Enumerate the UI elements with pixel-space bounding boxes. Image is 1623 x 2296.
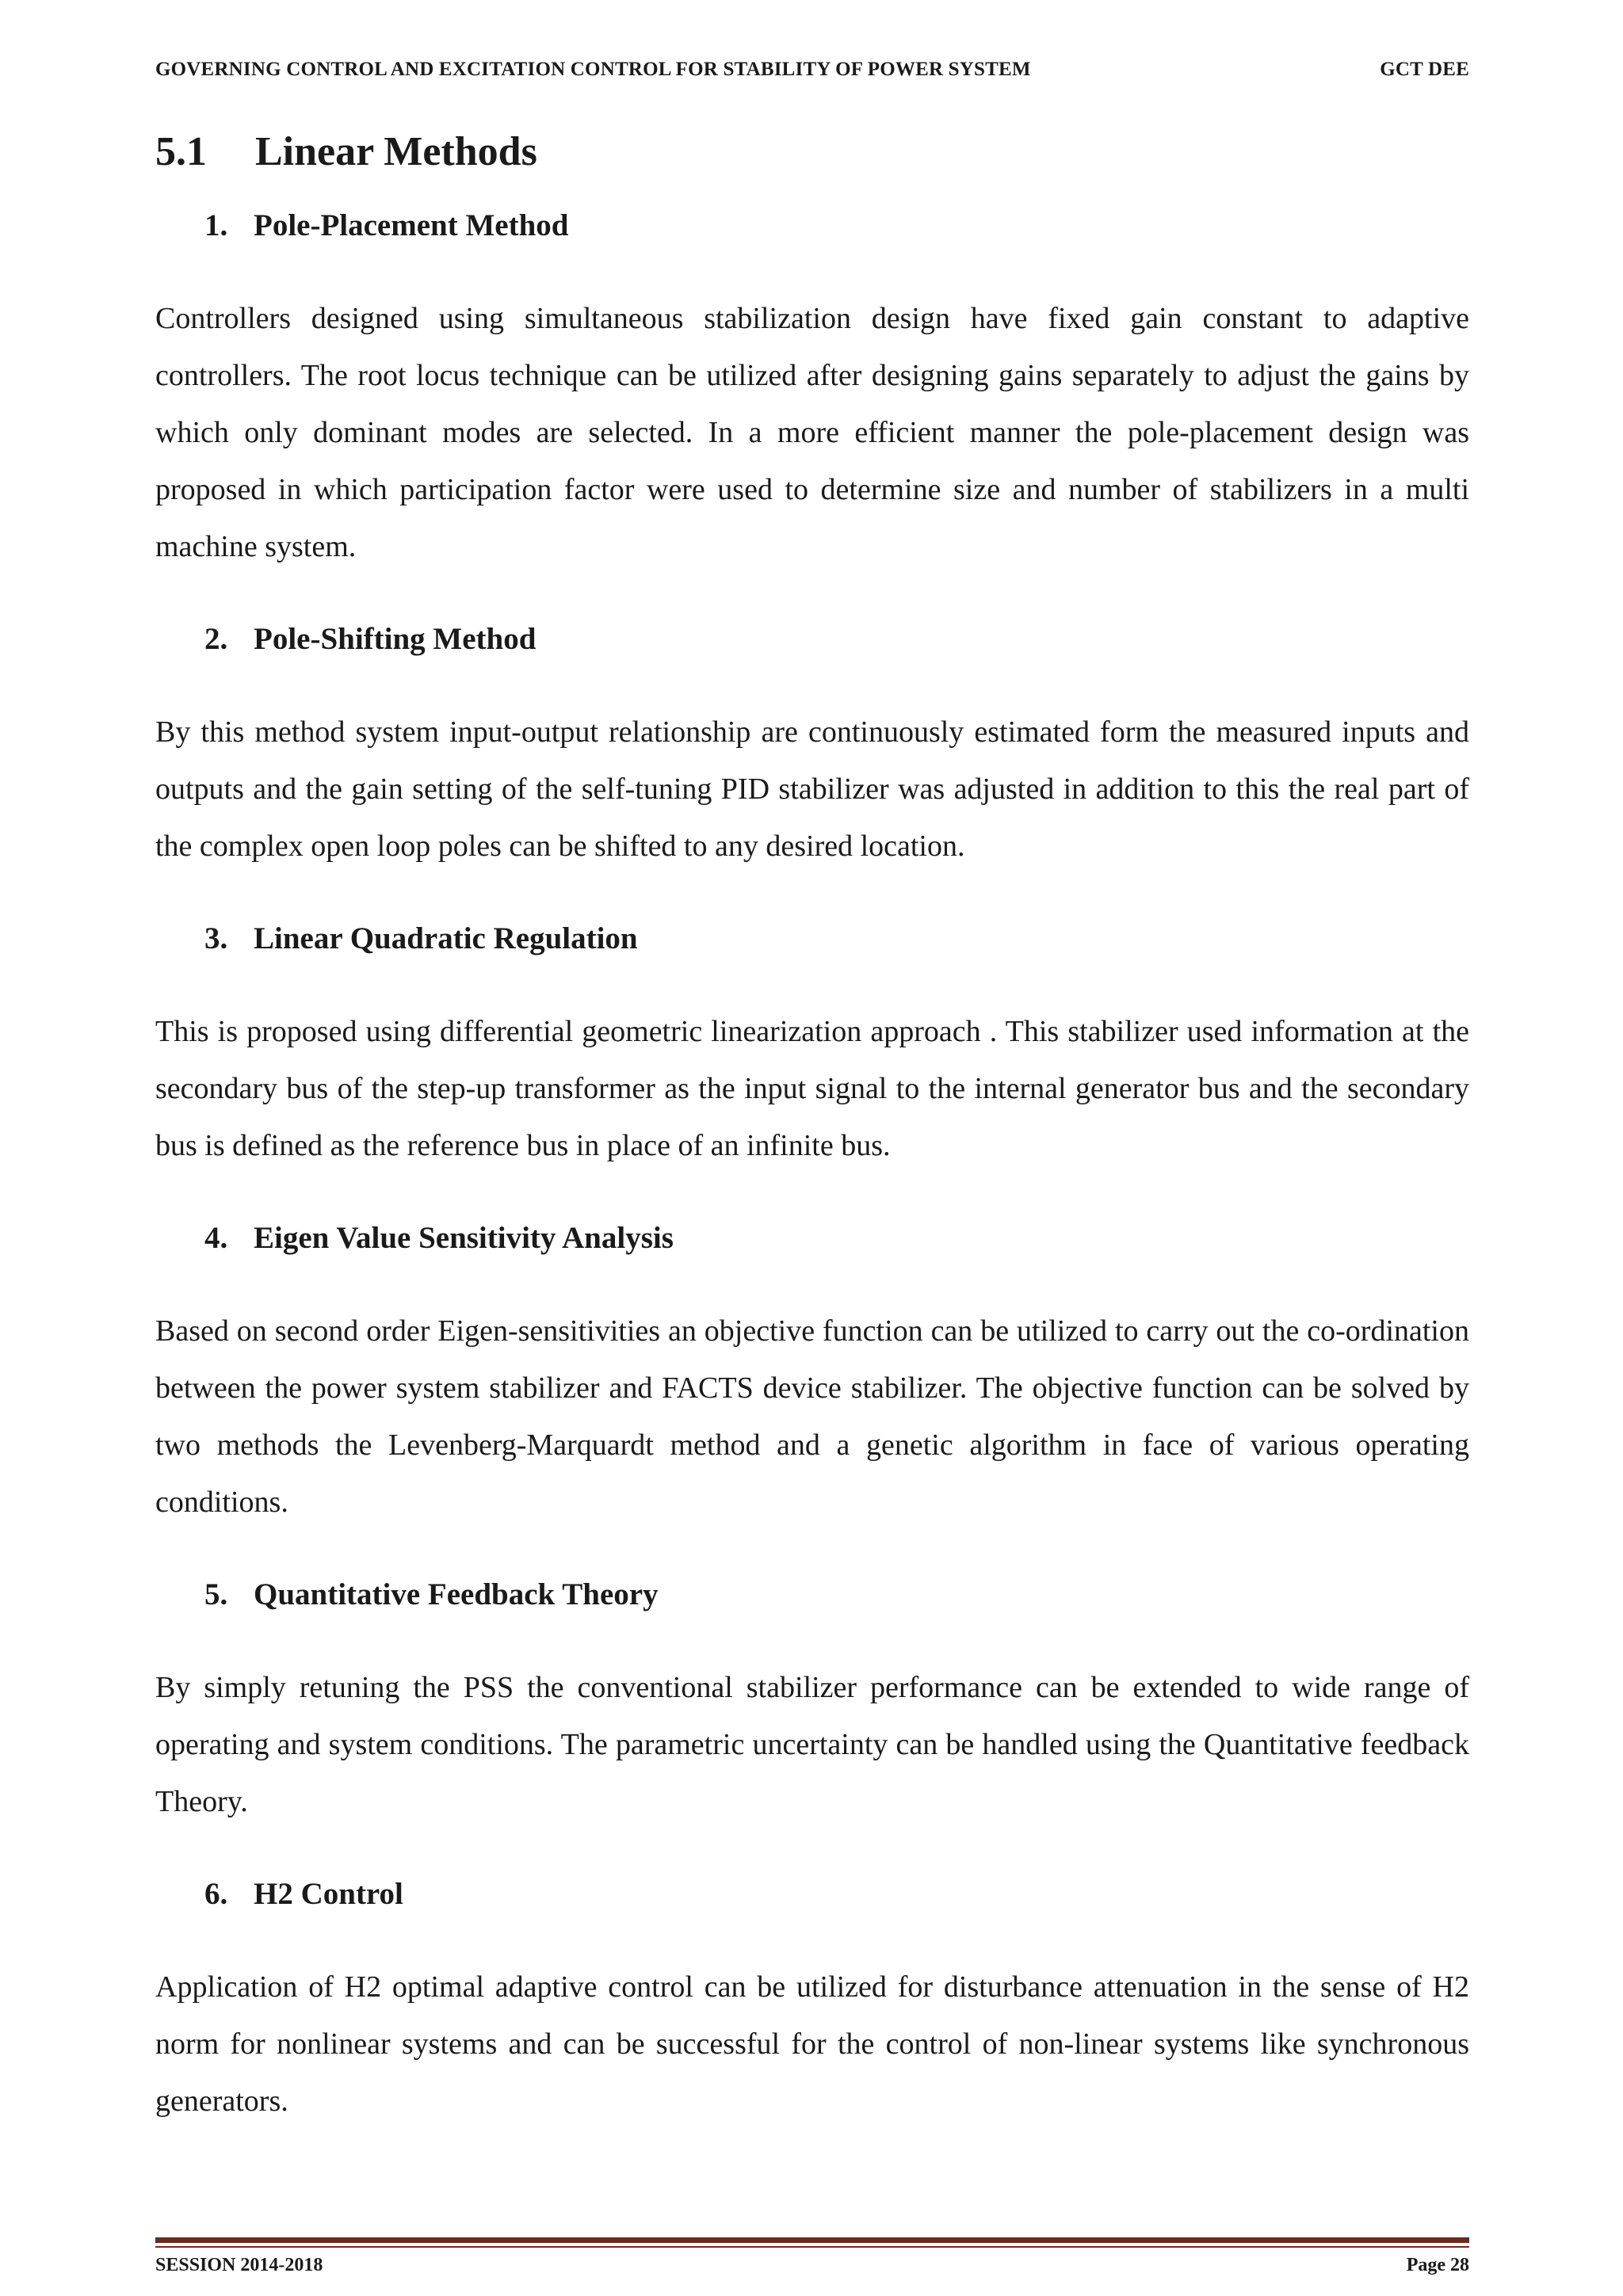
footer-session: SESSION 2014-2018 [155, 2255, 323, 2275]
subsection-paragraph: Based on second order Eigen-sensitivities an objective function can be utilized to carry out the co-ordination between the power system stabilizer and FACTS device stabilizer. The objective function can be solved by two methods the Levenberg-Marquardt method and a genetic algorithm in face of various operating conditions. [155, 1314, 1469, 1519]
subsection-heading [204, 916, 1469, 962]
subsection-title: Pole-Shifting Method [254, 622, 537, 656]
subsection [155, 1572, 1469, 1830]
subsection-number: 4. [204, 1221, 228, 1255]
page-header [155, 59, 1469, 81]
header-dept: GCT DEE [1380, 59, 1469, 80]
section-number: 5.1 [155, 129, 207, 174]
subsection-paragraph: By simply retuning the PSS the conventional stabilizer performance can be extended to wide range of operating and system conditions. The parametric uncertainty can be handled using the Quantitative feedback Theory. [155, 1671, 1469, 1818]
section-title [155, 128, 537, 175]
footer-page-number: Page 28 [1406, 2255, 1469, 2275]
subsection-title: Pole-Placement Method [254, 208, 569, 242]
footer-divider-thin [155, 2246, 1469, 2248]
subsection-title: Quantitative Feedback Theory [254, 1577, 659, 1611]
subsection-heading [204, 616, 1469, 662]
subsection-number: 2. [204, 622, 228, 656]
header-title: GOVERNING CONTROL AND EXCITATION CONTROL FOR STABILITY OF POWER SYSTEM [155, 59, 1031, 80]
subsection-heading [204, 203, 1469, 249]
subsection-title: Eigen Value Sensitivity Analysis [254, 1221, 674, 1255]
subsection-number: 1. [204, 208, 228, 242]
subsection-heading [204, 1572, 1469, 1618]
section-content [155, 203, 1469, 2171]
subsection [155, 616, 1469, 875]
page-footer [155, 2255, 1469, 2276]
subsection [155, 1871, 1469, 2130]
subsection-heading [204, 1215, 1469, 1261]
subsection-paragraph: Application of H2 optimal adaptive control can be utilized for disturbance attenuation in the sense of H2 norm for nonlinear systems and can be successful for the control of non-linear systems like synchronous generators. [155, 1970, 1469, 2118]
subsection-paragraph: By this method system input-output relationship are continuously estimated form the measured inputs and outputs and the gain setting of the self-tuning PID stabilizer was adjusted in addition to this the real part of the complex open loop poles can be shifted to any desired location. [155, 715, 1469, 863]
subsection-number: 3. [204, 921, 228, 955]
subsection-title: Linear Quadratic Regulation [254, 921, 638, 955]
subsection-heading [204, 1871, 1469, 1917]
subsection [155, 916, 1469, 1174]
subsection-number: 5. [204, 1577, 228, 1611]
document-page [155, 0, 1469, 2296]
footer-divider [155, 2237, 1469, 2243]
subsection [155, 203, 1469, 575]
section-heading: Linear Methods [255, 129, 537, 174]
subsection-paragraph: Controllers designed using simultaneous stabilization design have fixed gain constant to adaptive controllers. The root locus technique can be utilized after designing gains separately to adjust the gains by which only dominant modes are selected. In a more efficient manner the pole-placement design was proposed in which participation factor were used to determine size and number of stabilizers in a multi machine system. [155, 302, 1469, 563]
subsection-paragraph: This is proposed using differential geometric linearization approach . This stabilizer used information at the secondary bus of the step-up transformer as the input signal to the internal generator bus and the secondary bus is defined as the reference bus in place of an infinite bus. [155, 1015, 1469, 1162]
subsection [155, 1215, 1469, 1531]
subsection-title: H2 Control [254, 1877, 403, 1911]
subsection-number: 6. [204, 1877, 228, 1911]
